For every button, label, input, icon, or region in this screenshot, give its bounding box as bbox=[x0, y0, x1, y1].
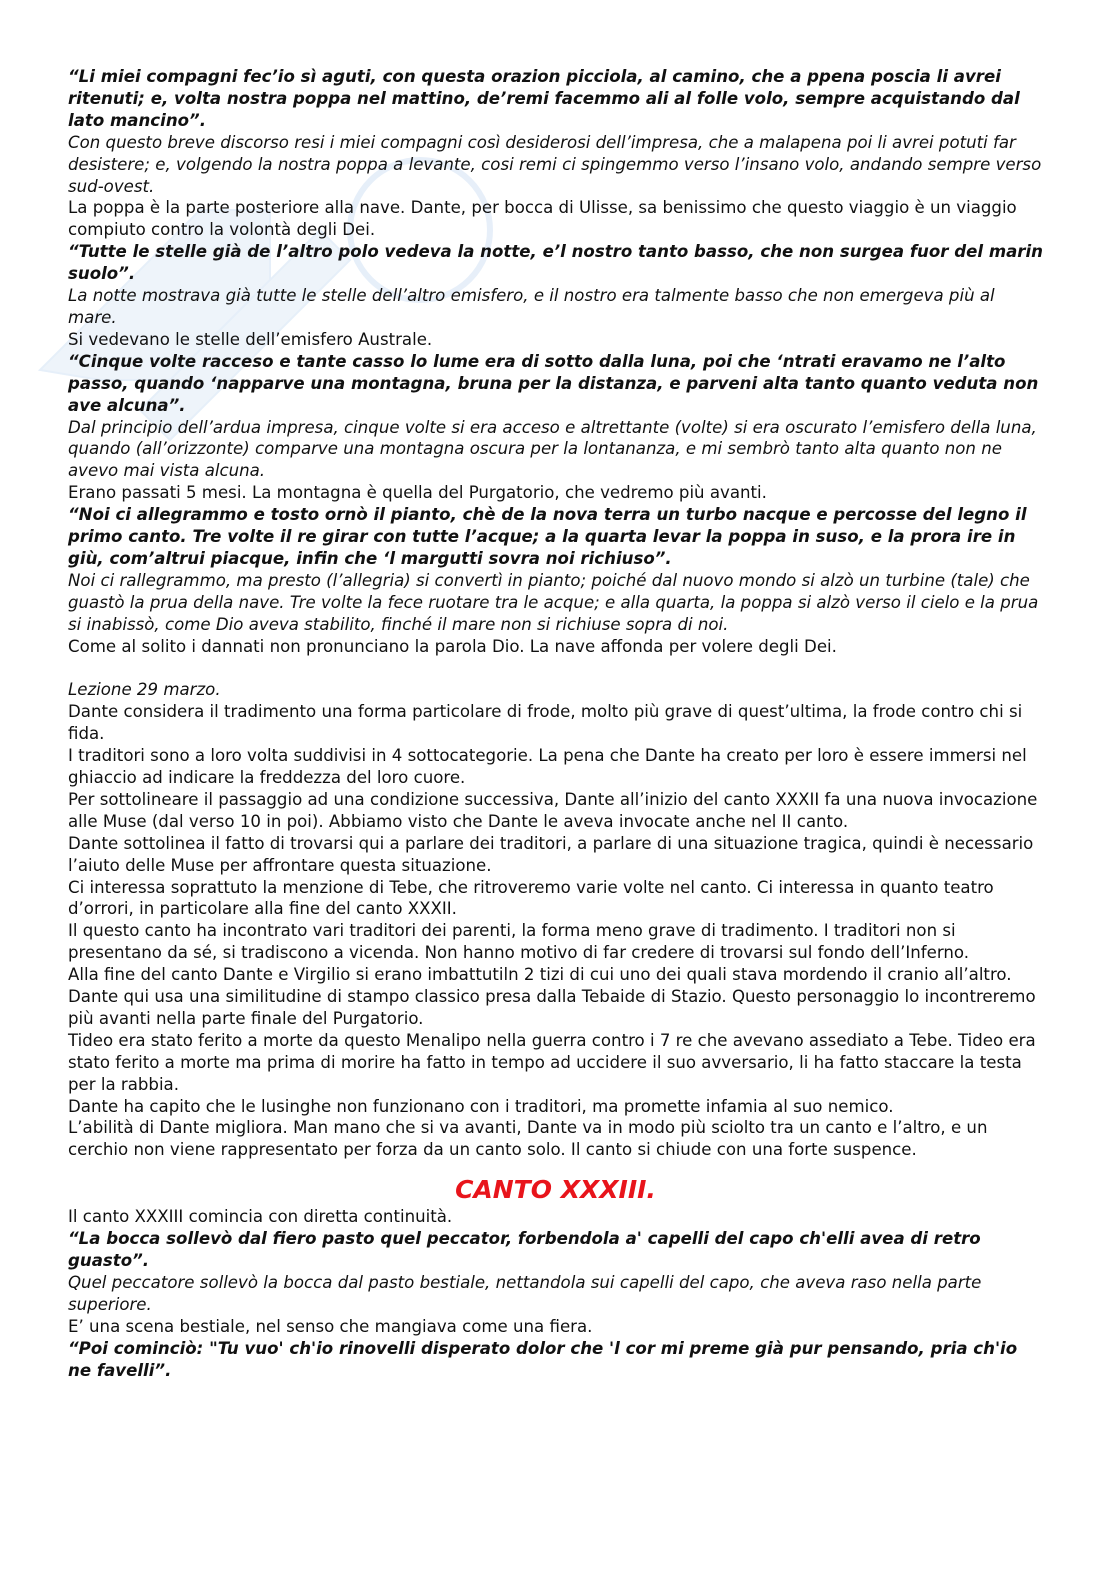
text-paragraph: Ci interessa soprattuto la menzione di Tebe, che ritroveremo varie volte nel canto. Ci interessa in quanto teatro d’orrori, in particolare alla fine del canto XXXII. bbox=[68, 877, 994, 919]
text-paragraph: Dante qui usa una similitudine di stampo classico presa dalla Tebaide di Stazio. Questo personaggio lo incontreremo più avanti nella parte finale del Purgatorio. bbox=[68, 987, 1036, 1028]
text-paragraph: Alla fine del canto Dante e Virgilio si erano imbattutiln 2 tizi di cui uno dei quali stava mordendo il cranio all’altro. bbox=[68, 965, 1012, 985]
text-paragraph: La poppa è la parte posteriore alla nave. Dante, per bocca di Ulisse, sa benissimo che questo viaggio è un viaggio compiuto contro la volontà degli Dei. bbox=[68, 198, 1017, 240]
verse-quote: “Tutte le stelle già de l’altro polo vedeva la notte, e’l nostro tanto basso, che non surgea fuor del marin suolo”. bbox=[68, 242, 1043, 284]
text-paragraph: Erano passati 5 mesi. La montagna è quella del Purgatorio, che vedremo più avanti. bbox=[68, 483, 767, 503]
translation-paragraph: Con questo breve discorso resi i miei compagni così desiderosi dell’impresa, che a malapena poi li avrei potuti far desistere; e, volgendo la nostra poppa a levante, cosi remi ci spingemmo verso l’insano volo, andando sempre verso sud-ovest. bbox=[68, 132, 1042, 196]
verse-quote: “Poi cominciò: "Tu vuo' ch'io rinovelli disperato dolor che 'l cor mi preme già pur pensando, pria ch'io ne favelli”. bbox=[68, 1338, 1018, 1380]
translation-paragraph: Dal principio dell’ardua impresa, cinque volte si era acceso e altrettante (volte) si era oscurato l’emisfero della luna, quando (all’orizzonte) comparve una montagna oscura per la lontananza, e mi sembrò tanto alta quanto non ne avevo mai vista alcuna. bbox=[68, 417, 1037, 481]
verse-quote: “Li miei compagni fec’io sì aguti, con questa orazion picciola, al camino, che a ppena poscia li avrei ritenuti; e, volta nostra poppa nel mattino, de’remi facemmo ali al folle volo, sempre acquistando dal lato mancino”. bbox=[68, 67, 1020, 130]
translation-paragraph: Noi ci rallegrammo, ma presto (l’allegria) si convertì in pianto; poiché dal nuovo mondo si alzò un turbine (tale) che guastò la prua della nave. Tre volte la fece ruotare tra le acque; e alla quarta, la poppa si alzò verso il cielo e la prua si inabissò, come Dio aveva stabilito, finché il mare non si richiuse sopra di noi. bbox=[68, 570, 1039, 634]
text-paragraph: Si vedevano le stelle dell’emisfero Australe. bbox=[68, 329, 433, 349]
text-paragraph: Per sottolineare il passaggio ad una condizione successiva, Dante all’inizio del canto XXXII fa una nuova invocazione alle Muse (dal verso 10 in poi). Abbiamo visto che Dante le aveva invocate anche nel II canto. bbox=[68, 789, 1038, 831]
document-body bbox=[68, 66, 1043, 1382]
text-paragraph: Dante sottolinea il fatto di trovarsi qui a parlare dei traditori, a parlare di una situazione tragica, quindi è necessario l’aiuto delle Muse per affrontare questa situazione. bbox=[68, 833, 1034, 875]
text-paragraph: I traditori sono a loro volta suddivisi in 4 sottocategorie. La pena che Dante ha creato per loro è essere immersi nel ghiaccio ad indicare la freddezza del loro cuore. bbox=[68, 746, 1027, 787]
text-paragraph: Il questo canto ha incontrato vari traditori dei parenti, la forma meno grave di tradimento. I traditori non si presentano da sé, si tradiscono a vicenda. Non hanno motivo di far credere di trovarsi sul fondo dell’Inferno. bbox=[68, 921, 970, 963]
text-paragraph: L’abilità di Dante migliora. Man mano che si va avanti, Dante va in modo più sciolto tra un canto e l’altro, e un cerchio non viene rappresentato per forza da un canto solo. Il canto si chiude con una forte suspence. bbox=[68, 1118, 988, 1160]
verse-quote: “Noi ci allegrammo e tosto ornò il pianto, chè de la nova terra un turbo nacque e percosse del legno il primo canto. Tre volte il re girar con tutte l’acque; a la quarta levar la poppa in suso, e la prora ire in giù, com’altrui piacque, infin che ‘l margutti sovra noi richiuso”. bbox=[68, 505, 1027, 568]
text-paragraph: Come al solito i dannati non pronunciano la parola Dio. La nave affonda per volere degli Dei. bbox=[68, 636, 837, 656]
verse-quote: “Cinque volte racceso e tante casso lo lume era di sotto dalla luna, poi che ‘ntrati eravamo ne l’alto passo, quando ‘napparve una montagna, bruna per la distanza, e parveni alta tanto quanto veduta non ave alcuna”. bbox=[68, 351, 1039, 415]
text-paragraph: Dante considera il tradimento una forma particolare di frode, molto più grave di quest’ultima, la frode contro chi si fida. bbox=[68, 702, 1023, 744]
translation-paragraph: Quel peccatore sollevò la bocca dal pasto bestiale, nettandola sui capelli del capo, che aveva raso nella parte superiore. bbox=[68, 1273, 982, 1314]
blank-line bbox=[68, 657, 1043, 679]
translation-paragraph: Lezione 29 marzo. bbox=[68, 680, 221, 700]
text-paragraph: Tideo era stato ferito a morte da questo Menalipo nella guerra contro i 7 re che avevano assediato a Tebe. Tideo era stato ferito a morte ma prima di morire ha fatto in tempo ad uccidere il suo avversario, li ha fatto staccare la testa per la rabbia. bbox=[68, 1030, 1036, 1094]
text-paragraph: E’ una scena bestiale, nel senso che mangiava come una fiera. bbox=[68, 1316, 593, 1336]
translation-paragraph: La notte mostrava già tutte le stelle dell’altro emisfero, e il nostro era talmente basso che non emergeva più al mare. bbox=[68, 286, 995, 327]
verse-quote: “La bocca sollevò dal fiero pasto quel peccator, forbendola a' capelli del capo ch'elli avea di retro guasto”. bbox=[68, 1229, 981, 1271]
section-heading: CANTO XXXIII. bbox=[455, 1175, 656, 1205]
text-paragraph: Dante ha capito che le lusinghe non funzionano con i traditori, ma promette infamia al suo nemico. bbox=[68, 1096, 894, 1116]
text-paragraph: Il canto XXXIII comincia con diretta continuità. bbox=[68, 1207, 453, 1227]
